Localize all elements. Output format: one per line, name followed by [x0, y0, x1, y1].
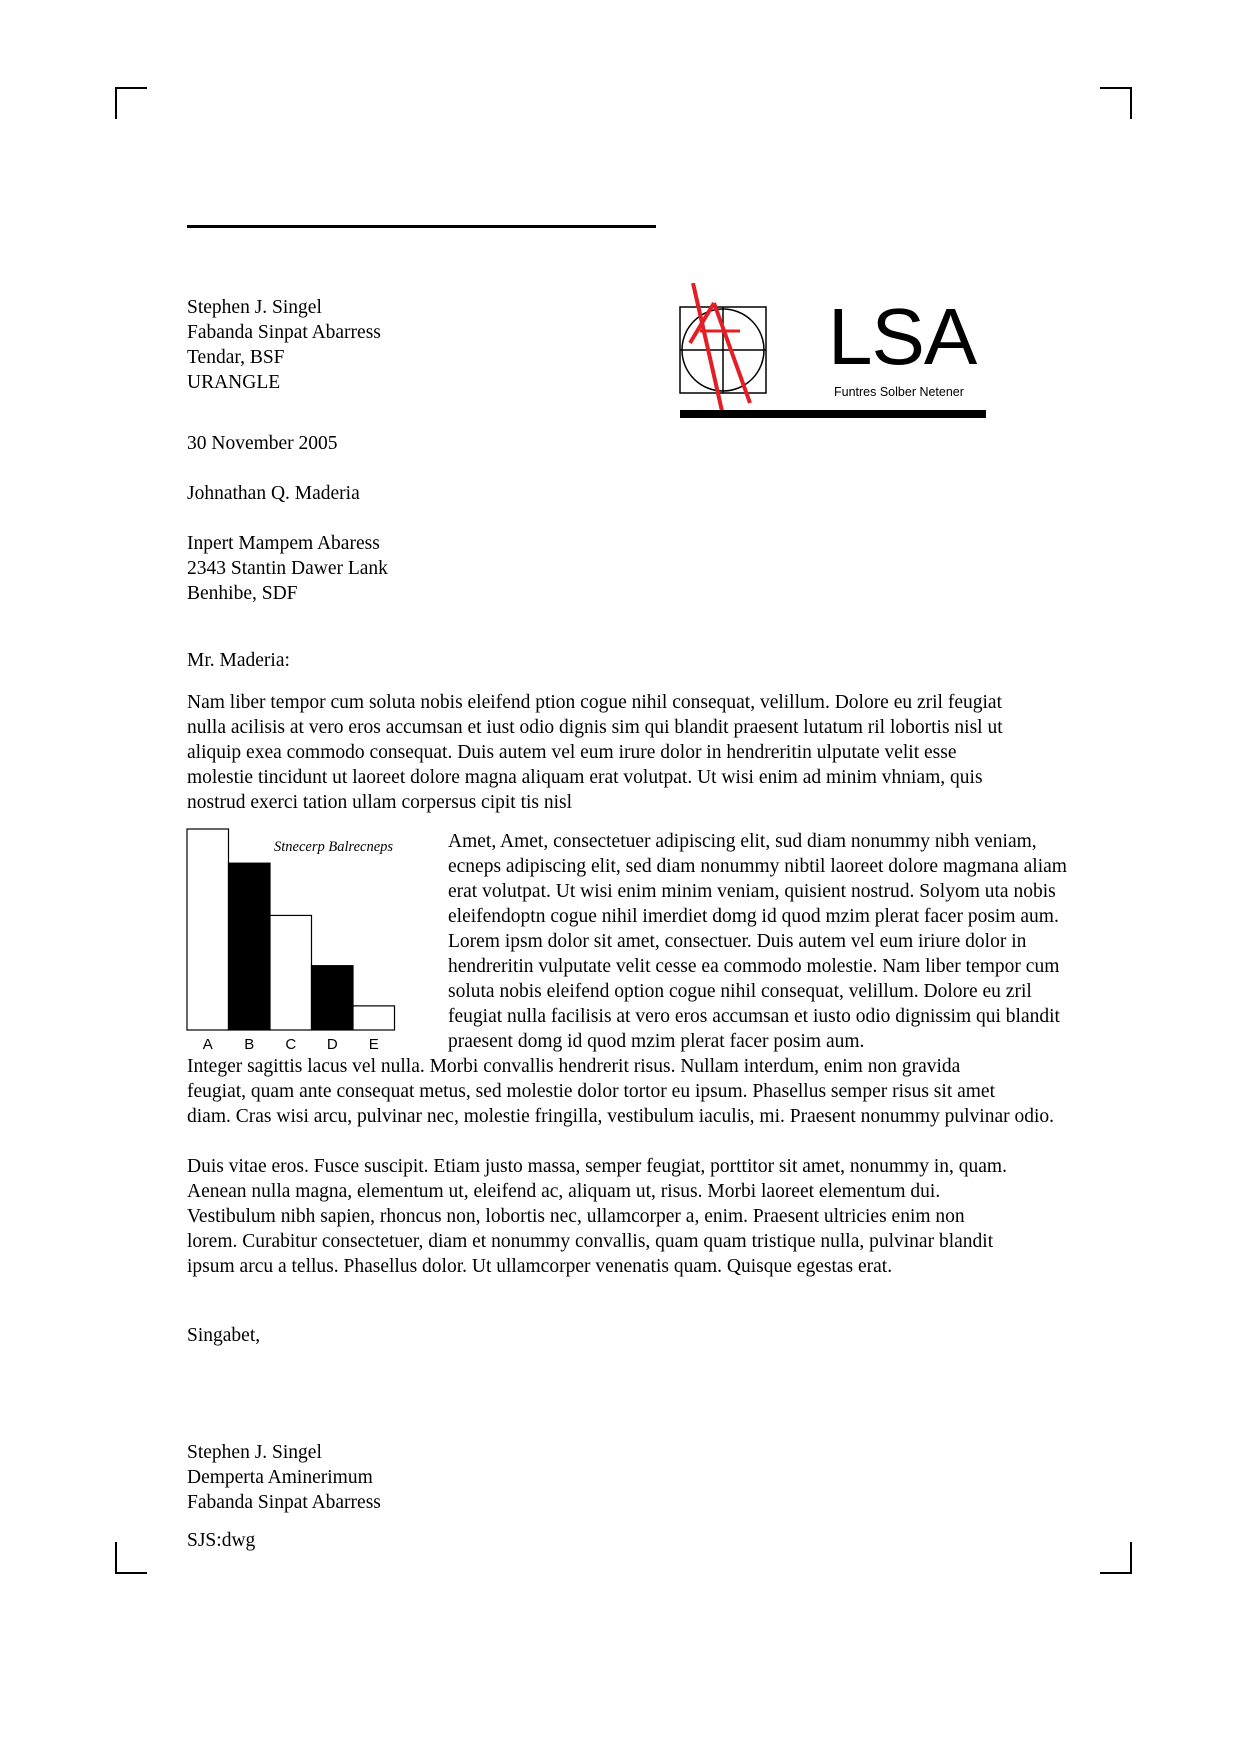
signature-line: Fabanda Sinpat Abarress — [187, 1492, 381, 1513]
recipient-address-line: Benhibe, SDF — [187, 583, 298, 604]
letter-date: 30 November 2005 — [187, 433, 338, 454]
chart-x-ticks — [203, 1036, 379, 1053]
sender-line: Stephen J. Singel — [187, 297, 322, 318]
recipient-address-line: 2343 Stantin Dawer Lank — [187, 558, 388, 579]
signature-line: Demperta Aminerimum — [187, 1467, 373, 1488]
closing: Singabet, — [187, 1325, 261, 1346]
text-line: Vestibulum nibh sapien, rhoncus non, lobortis nec, ullamcorper a, enim. Praesent ultricies enim non — [187, 1206, 965, 1227]
text-line: Nam liber tempor cum soluta nobis eleifend ption cogue nihil consequat, velillum. Dolore eu zril feugiat — [187, 692, 1002, 713]
sender-address — [187, 295, 381, 395]
text-line: nulla acilisis at vero eros accumsan et iust odio dignis sim qui blandit praesent lutatum ril lobortis nisl ut — [187, 717, 1003, 738]
text-line: Lorem ipsm dolor sit amet, consectuer. Duis autem vel eum iriure dolor in — [448, 931, 1027, 952]
x-tick-label: B — [244, 1036, 255, 1053]
x-tick-label: A — [202, 1036, 213, 1053]
paragraph-1 — [187, 690, 1122, 815]
logo-wordmark: LSA — [828, 292, 977, 381]
text-line: ecneps adipiscing elit, sed diam nonummy nibtil laoreet dolore magmana aliam — [448, 856, 1067, 877]
text-line: eleifendoptn cogue nihil imerdiet domg id quod mzim plerat facer posim aum. — [448, 906, 1059, 927]
bar-A — [187, 829, 229, 1030]
text-line: praesent domg id quod mzim plerat facer posim aum. — [448, 1031, 865, 1052]
text-line: feugiat nulla facilisis at vero eros accumsan et iusto odio dignissim qui blandit — [448, 1006, 1060, 1027]
text-line: Integer sagittis lacus vel nulla. Morbi convallis hendrerit risus. Nullam interdum, enim non gravida — [187, 1056, 961, 1077]
salutation: Mr. Maderia: — [187, 650, 290, 671]
sender-line: Fabanda Sinpat Abarress — [187, 322, 381, 343]
logo-subtitle: Funtres Solber Netener — [834, 385, 964, 399]
paragraph-2-wrapped — [448, 829, 1128, 1054]
paragraph-3 — [187, 1154, 1122, 1279]
bar-chart — [186, 826, 416, 1056]
text-line: soluta nobis eleifend option cogue nihil consequat, velillum. Dolore eu zril — [448, 981, 1032, 1002]
text-line: aliquip exea commodo consequat. Duis autem vel eum irure dolor in hendreritin ulputate velit esse — [187, 742, 957, 763]
crop-mark-bottom-left — [115, 1542, 147, 1574]
logo-underline — [680, 410, 986, 418]
bar-B — [229, 863, 271, 1030]
crop-mark-top-left — [115, 87, 147, 119]
bar-E — [353, 1006, 395, 1030]
text-line: ipsum arcu a tellus. Phasellus dolor. Ut ullamcorper venenatis quam. Quisque egestas erat. — [187, 1256, 893, 1277]
x-tick-label: D — [326, 1036, 338, 1053]
header-rule — [187, 225, 656, 228]
crop-mark-top-right — [1100, 87, 1132, 119]
x-tick-label: C — [285, 1036, 297, 1053]
text-line: Duis vitae eros. Fusce suscipit. Etiam justo massa, semper feugiat, porttitor sit amet, nonummy in, quam. — [187, 1156, 1007, 1177]
sender-line: URANGLE — [187, 372, 281, 393]
signature-block — [187, 1440, 381, 1515]
reference-initials: SJS:dwg — [187, 1530, 256, 1551]
recipient-address-line: Inpert Mampem Abaress — [187, 533, 380, 554]
text-line: Aenean nulla magna, elementum ut, eleifend ac, aliquam ut, risus. Morbi laoreet elementum dui. — [187, 1181, 941, 1202]
text-line: diam. Cras wisi arcu, pulvinar nec, molestie fringilla, vestibulum iaculis, mi. Praesent nonummy pulvinar odio. — [187, 1106, 1055, 1127]
sender-line: Tendar, BSF — [187, 347, 285, 368]
recipient-address — [187, 531, 388, 606]
text-line: hendreritin vulputate velit cesse ea commodo molestie. Nam liber tempor cum — [448, 956, 1060, 977]
text-line: feugiat, quam ante consequat metus, sed molestie dolor tortor eu ipsum. Phasellus semper risus sit amet — [187, 1081, 996, 1102]
recipient-name: Johnathan Q. Maderia — [187, 483, 360, 504]
crop-mark-bottom-right — [1100, 1542, 1132, 1574]
signature-line: Stephen J. Singel — [187, 1442, 322, 1463]
chart-bars — [187, 829, 395, 1030]
chart-title: Stnecerp Balrecneps — [274, 839, 394, 855]
text-line: nostrud exerci tation ullam corpersus cipit tis nisl — [187, 792, 573, 813]
x-tick-label: E — [368, 1036, 379, 1053]
text-line: lorem. Curabitur consectetuer, diam et nonummy convallis, quam quam tristique nulla, pulvinar blandit — [187, 1231, 994, 1252]
paragraph-2-full — [187, 1054, 1122, 1129]
text-line: Amet, Amet, consectetuer adipiscing elit, sud diam nonummy nibh veniam, — [448, 831, 1037, 852]
text-line: molestie tincidunt ut laoreet dolore magna aliquam erat volutpat. Ut wisi enim ad minim vhniam, quis — [187, 767, 983, 788]
text-line: erat volutpat. Ut wisi enim minim veniam, quisient nostrud. Solyom uta nobis — [448, 881, 1056, 902]
bar-C — [270, 915, 312, 1030]
bar-D — [312, 966, 354, 1030]
